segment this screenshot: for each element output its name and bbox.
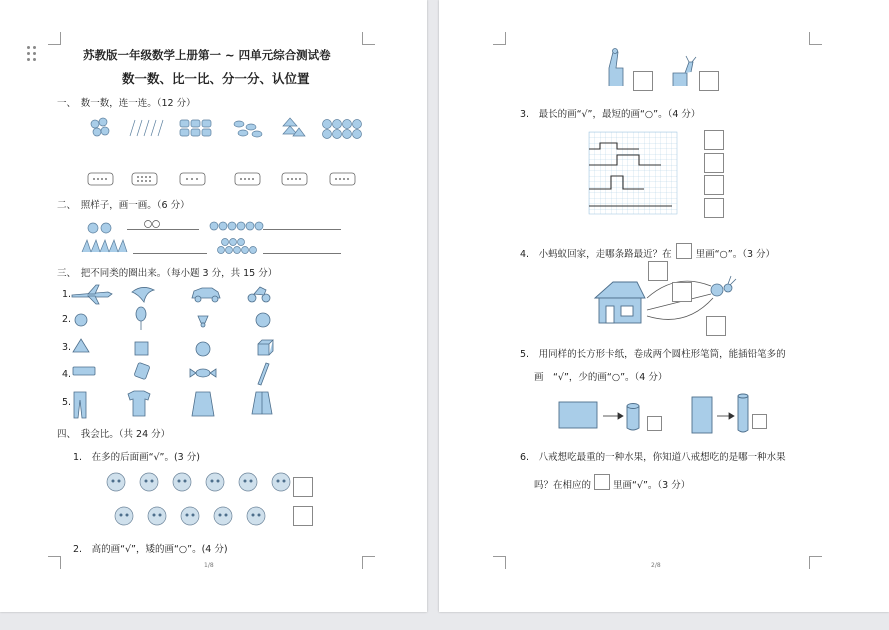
inline-box-icon <box>676 243 692 259</box>
classification-pictures <box>70 282 280 422</box>
answer-line <box>263 253 341 254</box>
page-number: 2/8 <box>651 562 661 569</box>
answer-box[interactable] <box>293 506 313 526</box>
row-label: 1. <box>62 289 72 300</box>
answer-box[interactable] <box>648 261 668 281</box>
section-1-heading: 一、 数一数，连一连。（12 分） <box>57 98 196 109</box>
answer-box[interactable] <box>704 153 724 173</box>
counting-pictures <box>85 114 385 144</box>
document-page-2 <box>439 0 889 612</box>
question-5-line-1: 5. 用同样的长方形卡纸，卷成两个圆柱形笔筒，能插铅笔多的 <box>520 349 786 360</box>
crop-mark <box>362 556 375 569</box>
section-4-heading: 四、 我会比。（共 24 分） <box>57 429 171 440</box>
inline-box-icon <box>594 474 610 490</box>
question-6-line-1: 6. 八戒想吃最重的一种水果，你知道八戒想吃的是哪一种水果 <box>520 452 786 463</box>
row-label: 5. <box>62 397 72 408</box>
answer-box[interactable] <box>706 316 726 336</box>
dot-cards <box>88 173 368 187</box>
section-2-heading: 二、 照样子，画一画。（6 分） <box>57 200 190 211</box>
crop-mark <box>809 32 822 45</box>
question-4 <box>520 243 775 260</box>
row-label: 4. <box>62 369 72 380</box>
question-4-text-end: 里画“○”。（3 分） <box>695 249 776 260</box>
question-6-text-end: 里画“√”。（3 分） <box>613 480 691 491</box>
document-page-1 <box>0 0 427 612</box>
question-4-1: 1. 在多的后面画“√”。(3 分) <box>73 452 200 463</box>
answer-box[interactable] <box>704 175 724 195</box>
drag-handle-icon[interactable] <box>27 46 37 62</box>
row-label: 2. <box>62 314 72 325</box>
crop-mark <box>809 556 822 569</box>
page-subtitle: 数一数、比一比、分一分、认位置 <box>122 71 310 86</box>
crop-mark <box>493 32 506 45</box>
answer-box[interactable] <box>704 130 724 150</box>
answer-box[interactable] <box>699 71 719 91</box>
question-6-text: 吗？在相应的 <box>534 480 592 491</box>
crop-mark <box>362 32 375 45</box>
answer-line <box>127 229 199 230</box>
question-4-text: 4. 小蚂蚁回家，走哪条路最近？在 <box>520 249 672 260</box>
question-4-2: 2. 高的画“√”，矮的画“○”。(4 分) <box>73 544 228 555</box>
answer-box[interactable] <box>672 282 692 302</box>
crop-mark <box>48 32 61 45</box>
answer-line <box>263 229 341 230</box>
compare-pandas <box>104 470 304 530</box>
answer-box[interactable] <box>647 416 662 431</box>
row-label: 3. <box>62 342 72 353</box>
answer-line <box>133 253 207 254</box>
answer-box[interactable] <box>633 71 653 91</box>
question-5-line-2: 画 “√”，少的画“○”。（4 分） <box>534 372 668 383</box>
answer-box[interactable] <box>293 477 313 497</box>
page-title: 苏教版一年级数学上册第一 ~ 四单元综合测试卷 <box>83 48 331 62</box>
question-6-line-2 <box>534 474 690 491</box>
drawing-example <box>85 218 355 256</box>
grid-lines-figure <box>589 132 677 214</box>
section-3-heading: 三、 把不同类的圈出来。（每小题 3 分，共 15 分） <box>57 268 278 279</box>
answer-box[interactable] <box>704 198 724 218</box>
answer-box[interactable] <box>752 414 767 429</box>
crop-mark <box>48 556 61 569</box>
question-3: 3. 最长的画“√”，最短的画“○”。（4 分） <box>520 109 701 120</box>
crop-mark <box>493 556 506 569</box>
page-number: 1/8 <box>204 562 214 569</box>
